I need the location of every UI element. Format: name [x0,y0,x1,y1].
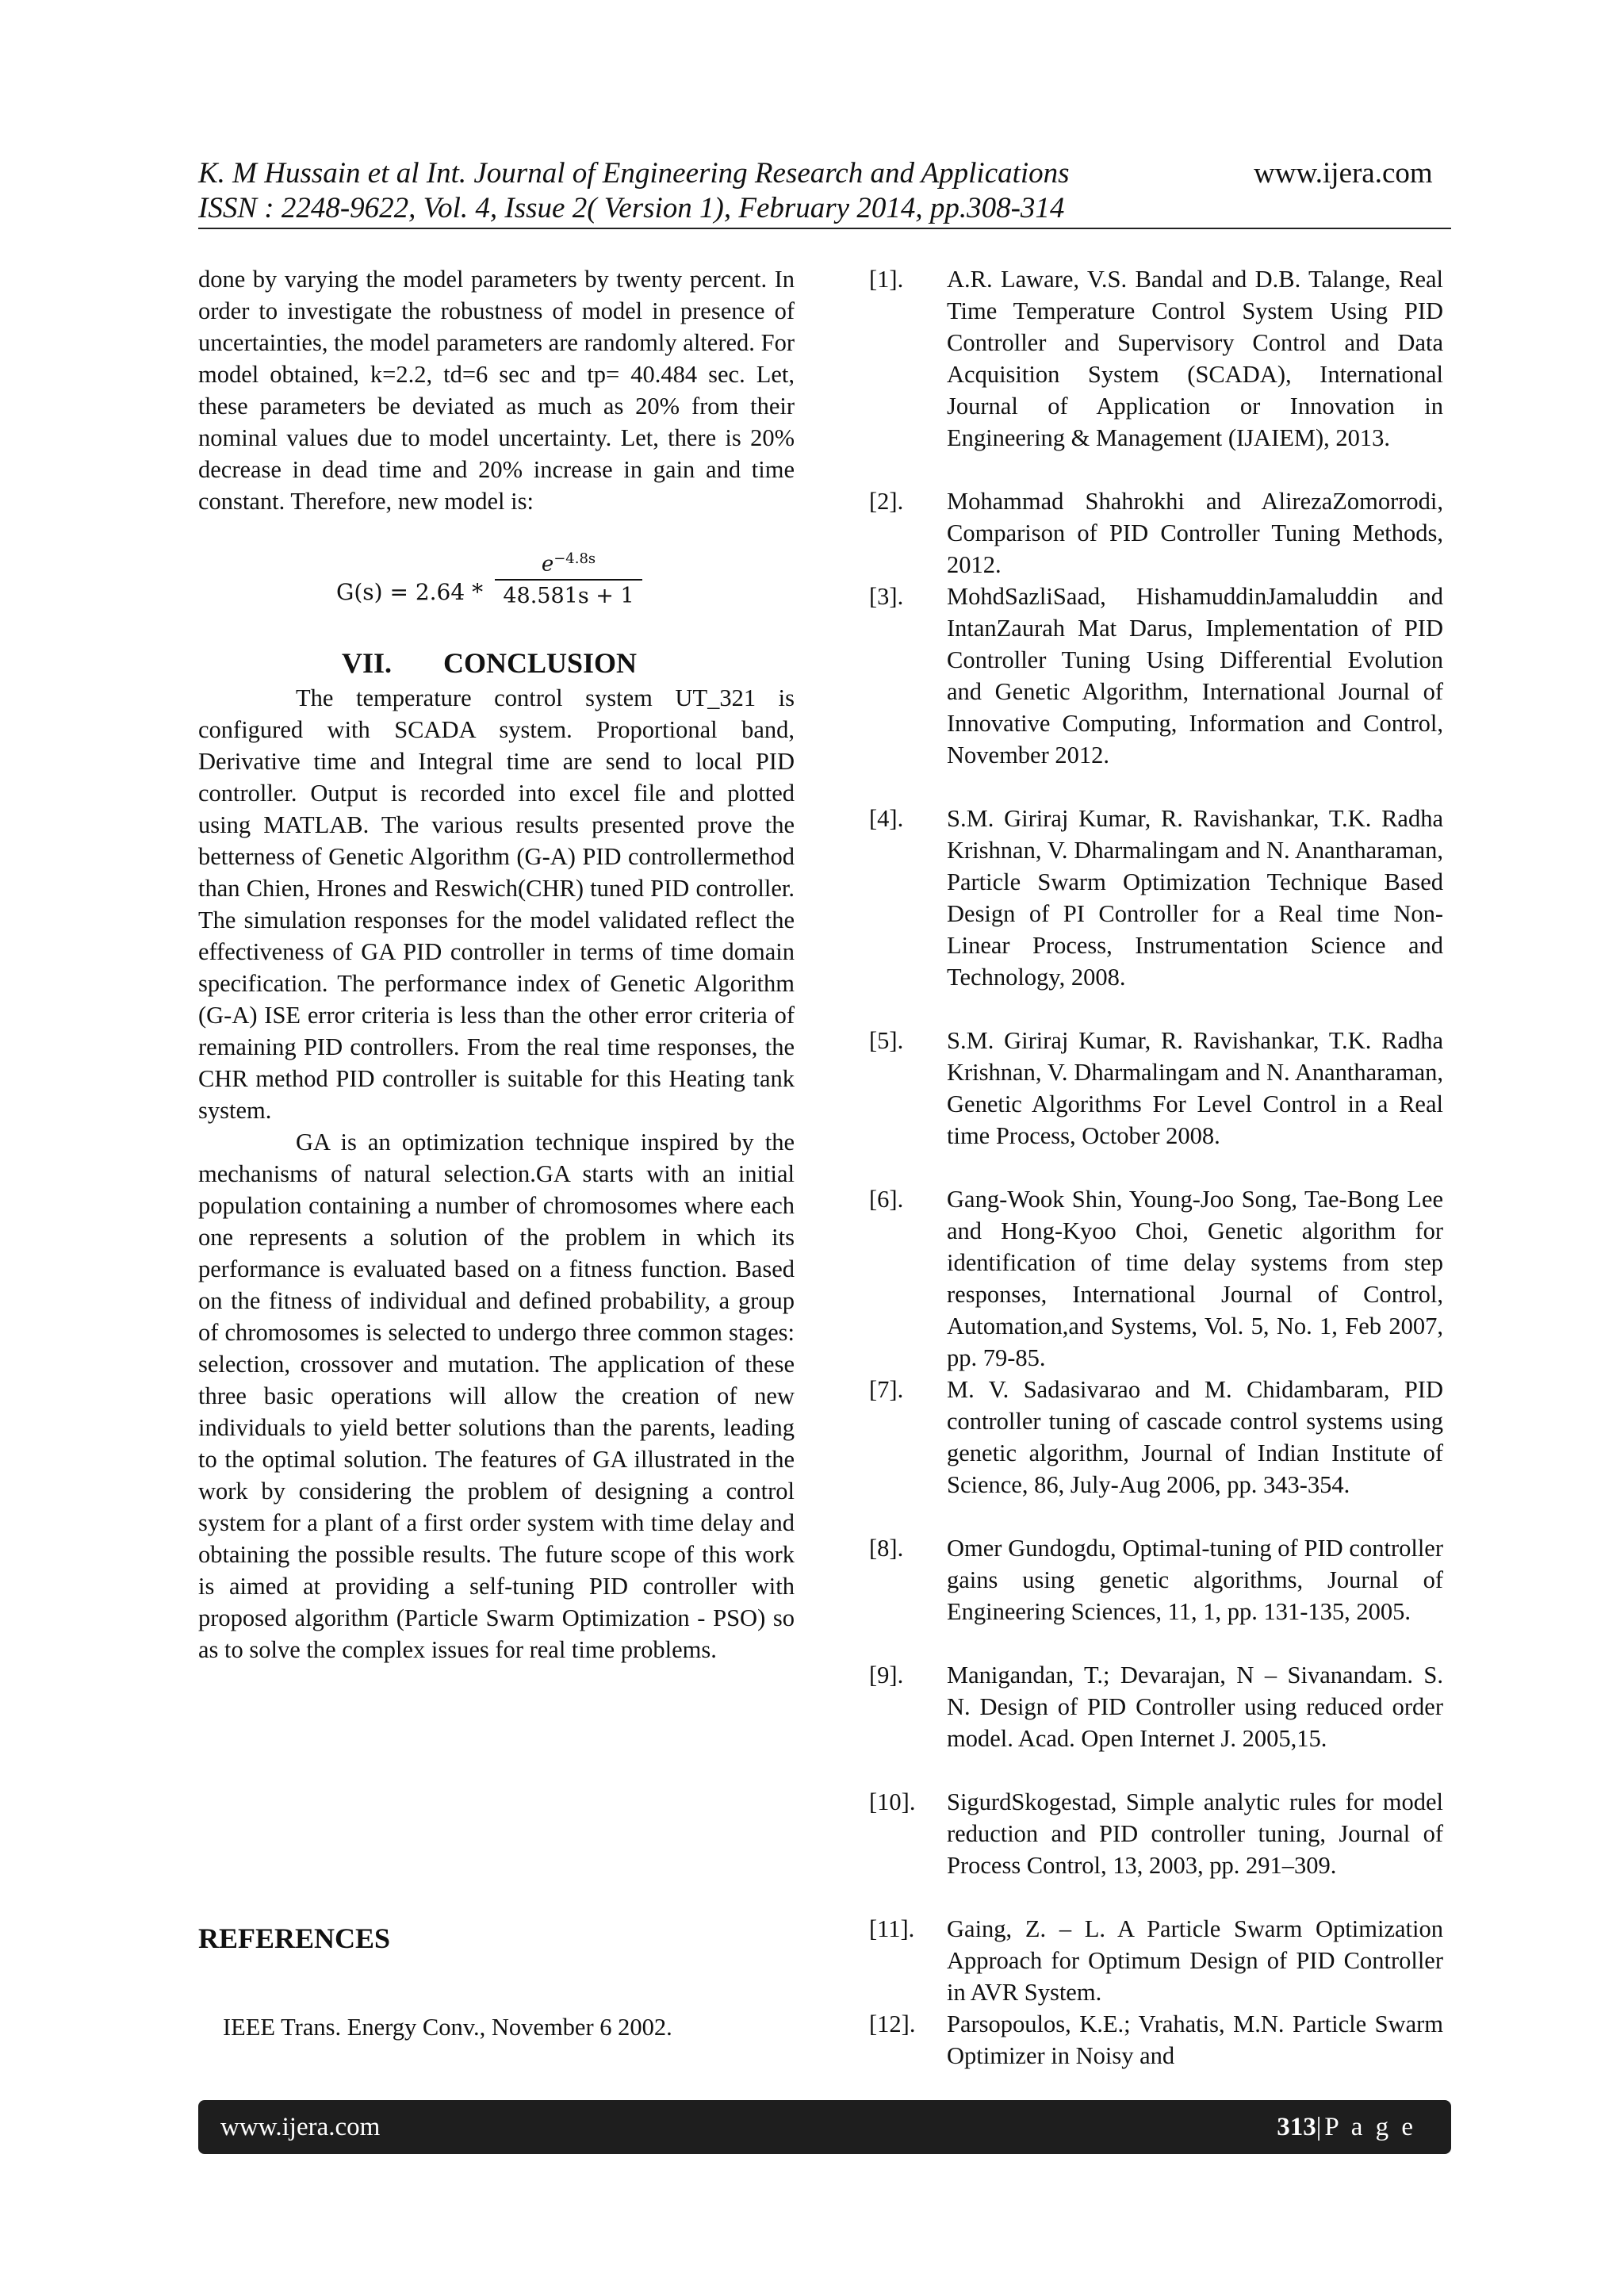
footer-bar [198,2100,1451,2154]
reference-text: Manigandan, T.; Devarajan, N – Sivanandam. S. N. Design of PID Controller using reduced order model. Acad. Open Internet J. 2005,15. [947,1662,1443,1752]
reference-text: S.M. Giriraj Kumar, R. Ravishankar, T.K. Radha Krishnan, V. Dharmalingam and N. Anantharaman, Particle Swarm Optimization Technique Based Design of PI Controller for a Real time Non- Linear Process, Instrumentation Science and Technology, 2008. [947,805,1443,991]
reference-number: [10]. [869,1788,916,1815]
reference-number: [6]. [869,1186,904,1213]
reference-item [869,1659,1443,1754]
reference-item [869,1025,1443,1152]
paragraph-conclusion: The temperature control system UT_321 is configured with SCADA system. Proportional band, Derivative time and Integral time are send to local PID controller. Output is recorded into excel file and plotted using MATLAB. The various results presented prove the betterness of Genetic Algorithm (G-A) PID controllermethod than Chien, Hrones and Reswich(CHR) tuned PID controller. The simulation responses for the model validated reflect the effectiveness of GA PID controller in terms of time domain specification. The performance index of Genetic Algorithm (G-A) ISE error criteria is less than the other error criteria of remaining PID controllers. From the real time responses, the CHR method PID controller is suitable for this Heating tank system. [198,684,795,1124]
reference-text: Mohammad Shahrokhi and AlirezaZomorrodi, Comparison of PID Controller Tuning Methods, 2012. [947,488,1443,578]
reference-text: Gang-Wook Shin, Young-Joo Song, Tae-Bong Lee and Hong-Kyoo Choi, Genetic algorithm for identification of time delay systems from step responses, International Journal of Control, Automation,and Systems, Vol. 5, No. 1, Feb 2007, pp. 79-85. [947,1186,1443,1371]
reference-number: [8]. [869,1535,904,1562]
reference-item [869,1532,1443,1627]
section-number: VII. [342,647,393,679]
equation-denominator: 48.581s + 1 [503,584,634,608]
references-title: REFERENCES [198,1922,391,1954]
section-title: CONCLUSION [443,647,638,679]
header-rule [198,228,1451,229]
journal-title: K. M Hussain et al Int. Journal of Engineering Research and Applications [198,157,1070,190]
reference-item [869,803,1443,993]
reference-item [869,1913,1443,2008]
reference-number: [11]. [869,1915,915,1942]
reference-number: [12]. [869,2010,916,2037]
reference-item [869,2008,1443,2072]
reference-text: M. V. Sadasivarao and M. Chidambaram, PID controller tuning of cascade control systems using genetic algorithm, Journal of Indian Institute of Science, 86, July-Aug 2006, pp. 343-354. [947,1376,1443,1498]
reference-text: Omer Gundogdu, Optimal-tuning of PID controller gains using genetic algorithms, Journal of Engineering Sciences, 11, 1, pp. 131-135, 2005. [947,1535,1443,1625]
reference-item [869,581,1443,771]
reference-tail: IEEE Trans. Energy Conv., November 6 2002. [223,2014,672,2041]
reference-item [869,1786,1443,1881]
page-number: 313|P a g e [1277,2113,1416,2141]
equation-numerator: $e^{-4.8s}$ [541,550,596,577]
reference-item [869,485,1443,581]
reference-text: S.M. Giriraj Kumar, R. Ravishankar, T.K. Radha Krishnan, V. Dharmalingam and N. Anantharaman, Genetic Algorithms For Level Control in a Real time Process, October 2008. [947,1027,1443,1149]
reference-number: [2]. [869,488,904,515]
reference-item [869,263,1443,454]
reference-text: Gaing, Z. – L. A Particle Swarm Optimization Approach for Optimum Design of PID Controller in AVR System. [947,1915,1443,2006]
left-column-conclusion [198,682,795,1665]
fraction-bar [495,579,642,581]
reference-number: [9]. [869,1662,904,1688]
reference-text: A.R. Laware, V.S. Bandal and D.B. Talange, Real Time Temperature Control System Using PID Controller and Supervisory Control and Data Acquisition System (SCADA), International Journal of Application or Innovation in Engineering & Management (IJAIEM), 2013. [947,266,1443,451]
journal-website[interactable]: www.ijera.com [1254,157,1433,190]
reference-text: Parsopoulos, K.E.; Vrahatis, M.N. Particle Swarm Optimizer in Noisy and [947,2010,1443,2069]
reference-number: [5]. [869,1027,904,1054]
reference-number: [3]. [869,583,904,610]
equation-fraction [495,546,642,611]
reference-number: [1]. [869,266,904,293]
reference-text: SigurdSkogestad, Simple analytic rules for model reduction and PID controller tuning, Journal of Process Control, 13, 2003, pp. 291–309. [947,1788,1443,1879]
journal-issn: ISSN : 2248-9622, Vol. 4, Issue 2( Version 1), February 2014, pp.308-314 [198,192,1065,224]
paragraph-ga: GA is an optimization technique inspired by the mechanisms of natural selection.GA starts with an initial population containing a number of chromosomes where each one represents a solution of the problem in which its performance is evaluated based on a fitness function. Based on the fitness of individual and defined probability, a group of chromosomes is selected to undergo three common stages: selection, crossover and mutation. The application of these three basic operations will allow the creation of new individuals to yield better solutions than the parents, leading to the optimal solution. The features of GA illustrated in the work by considering the problem of designing a control system for a plant of a first order system with time delay and obtaining the possible results. The future scope of this work is aimed at providing a self-tuning PID controller with proposed algorithm (Particle Swarm Optimization - PSO) so as to solve the complex issues for real time problems. [198,1129,795,1663]
reference-item [869,1374,1443,1501]
left-column-top [198,263,795,517]
equation-new-model [336,546,685,625]
paragraph-model-uncertainty: done by varying the model parameters by twenty percent. In order to investigate the robustness of model in presence of uncertainties, the model parameters are randomly altered. For model obtained, k=2.2, td=6 sec and tp= 40.484 sec. Let, these parameters be deviated as much as 20% from their nominal values due to model uncertainty. Let, there is 20% decrease in dead time and 20% increase in gain and time constant. Therefore, new model is: [198,266,795,515]
reference-number: [4]. [869,805,904,832]
reference-number: [7]. [869,1376,904,1403]
reference-item [869,1183,1443,1374]
footer-website[interactable]: www.ijera.com [220,2113,381,2141]
reference-text: MohdSazliSaad, HishamuddinJamaluddin and IntanZaurah Mat Darus, Implementation of PID Controller Tuning Using Differential Evolution and Genetic Algorithm, International Journal of Innovative Computing, Information and Control, November 2012. [947,583,1443,769]
equation-lhs: G(s) = 2.64 * [336,579,484,605]
